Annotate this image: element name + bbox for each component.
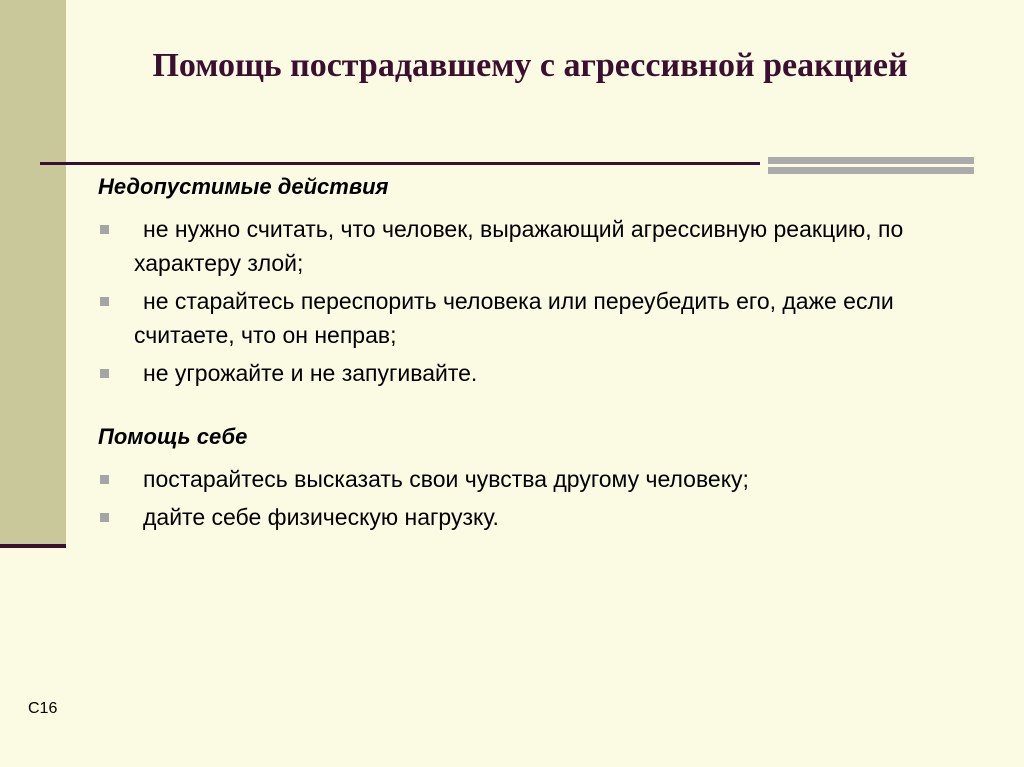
list-item-text: не угрожайте и не запугивайте. (143, 360, 478, 386)
list-item (98, 462, 978, 496)
list-item (98, 284, 978, 352)
bullet-list (98, 212, 978, 390)
square-bullet-icon (100, 513, 109, 522)
left-decor-line (0, 544, 66, 548)
square-bullet-icon (100, 225, 109, 234)
bullet-list (98, 462, 978, 534)
list-item-text: постарайтесь высказать свои чувства другому человеку; (143, 466, 749, 492)
list-item-text: дайте себе физическую нагрузку. (143, 504, 499, 530)
slide-number: C16 (28, 700, 58, 717)
square-bullet-icon (100, 369, 109, 378)
list-item (98, 212, 978, 280)
list-item (98, 356, 978, 390)
square-bullet-icon (100, 475, 109, 484)
list-item-text: не нужно считать, что человек, выражающий агрессивную реакцию, по характеру злой; (134, 216, 904, 276)
list-item-text: не старайтесь переспорить человека или переубедить его, даже если считаете, что он неправ; (134, 288, 894, 348)
section-self-help (98, 422, 978, 534)
accent-stripe (768, 157, 974, 164)
list-item (98, 500, 978, 534)
section-heading: Помощь себе (98, 424, 248, 449)
slide-content (98, 172, 978, 538)
section-forbidden-actions (98, 172, 978, 390)
section-heading: Недопустимые действия (98, 174, 389, 199)
slide-title: Помощь пострадавшему с агрессивной реакцией (152, 47, 908, 84)
left-decor-bar (0, 0, 66, 544)
title-divider (40, 162, 760, 165)
square-bullet-icon (100, 297, 109, 306)
